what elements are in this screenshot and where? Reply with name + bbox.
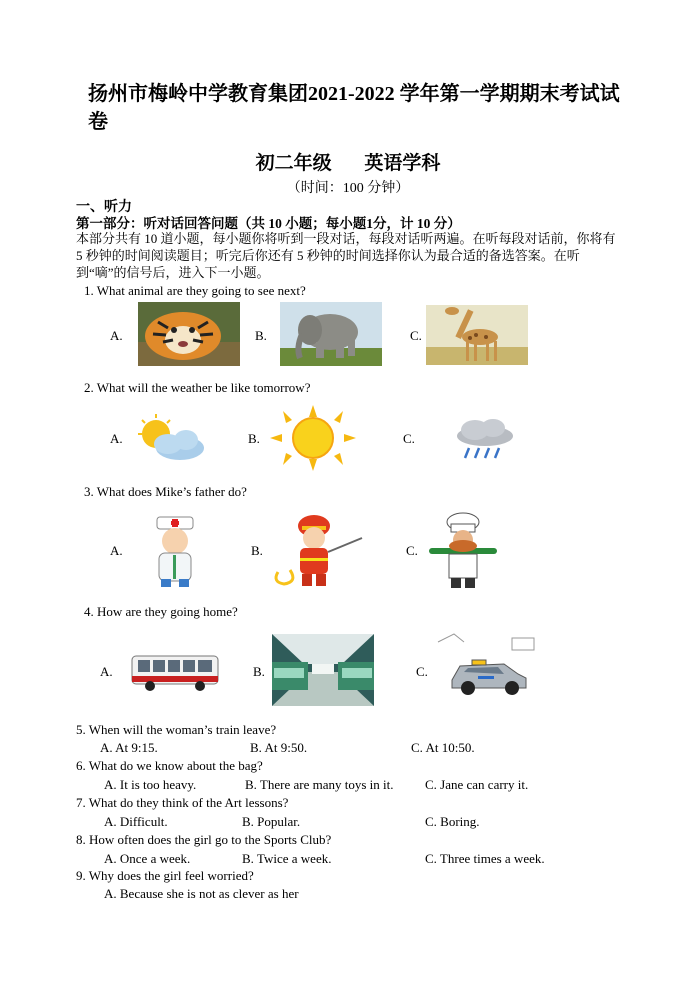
q8-option-c: C. Three times a week. (425, 851, 545, 866)
subway-image (272, 634, 374, 706)
q6-option-b: B. There are many toys in it. (245, 777, 394, 792)
q5-option-c: C. At 10:50. (411, 740, 475, 755)
doctor-image (137, 515, 213, 589)
question-6: 6. What do we know about the bag? (76, 758, 263, 773)
question-1: 1. What animal are they going to see next? (84, 283, 306, 298)
q8-option-a: A. Once a week. (104, 851, 191, 866)
question-5: 5. When will the woman’s train leave? (76, 722, 277, 737)
q4-option-b: B. (253, 664, 265, 679)
q3-option-b: B. (251, 543, 263, 558)
exam-time: （时间：100 分钟） (286, 181, 410, 196)
sun-and-cloud-image (128, 410, 210, 466)
question-4: 4. How are they going home? (84, 604, 238, 619)
question-7: 7. What do they think of the Art lessons? (76, 795, 289, 810)
q7-option-a: A. Difficult. (104, 814, 168, 829)
firefighter-image (268, 512, 368, 588)
sun-image (270, 405, 356, 471)
giraffe-image (426, 305, 528, 365)
q9-option-a: A. Because she is not as clever as her (104, 886, 299, 901)
part-instructions: 本部分共有 10 道小题，每小题你将听到一段对话，每段对话听两遍。在听每段对话前，你将有 5 秒钟的时间阅读题目；听完后你还有 5 秒钟的时间选择你认为最合适的备选答案。在听到“嘀”的信号后，进入下一小题。 (76, 231, 616, 280)
rain-cloud-image (447, 418, 519, 464)
q3-option-a: A. (110, 543, 123, 558)
q6-option-c: C. Jane can carry it. (425, 777, 529, 792)
chef-image (425, 512, 501, 590)
elephant-image (280, 302, 382, 366)
exam-subtitle (0, 148, 696, 175)
q2-option-a: A. (110, 431, 123, 446)
grade-label: 初二年级 (255, 153, 332, 174)
question-3: 3. What does Mike’s father do? (84, 484, 247, 499)
section-heading: 一、听力 (76, 200, 132, 215)
q8-option-b: B. Twice a week. (242, 851, 332, 866)
q1-option-c: C. (410, 328, 422, 343)
q5-option-b: B. At 9:50. (250, 740, 308, 755)
q7-option-c: C. Boring. (425, 814, 480, 829)
q3-option-c: C. (406, 543, 418, 558)
question-2: 2. What will the weather be like tomorrow? (84, 380, 311, 395)
q1-option-b: B. (255, 328, 267, 343)
part-heading: 第一部分：听对话回答问题（共 10 小题；每小题1分，计 10 分） (76, 216, 461, 231)
q4-option-a: A. (100, 664, 113, 679)
q6-option-a: A. It is too heavy. (104, 777, 197, 792)
q2-option-c: C. (403, 431, 415, 446)
bus-image (130, 650, 220, 692)
question-9: 9. Why does the girl feel worried? (76, 868, 254, 883)
tiger-image (138, 302, 240, 366)
taxi-image (434, 628, 542, 708)
q7-option-b: B. Popular. (242, 814, 301, 829)
q1-option-a: A. (110, 328, 123, 343)
question-8: 8. How often does the girl go to the Sports Club? (76, 832, 332, 847)
subject-label: 英语学科 (364, 153, 441, 174)
exam-title: 扬州市梅岭中学教育集团2021-2022 学年第一学期期末考试试卷 (88, 83, 620, 133)
q5-option-a: A. At 9:15. (100, 740, 158, 755)
q2-option-b: B. (248, 431, 260, 446)
q4-option-c: C. (416, 664, 428, 679)
